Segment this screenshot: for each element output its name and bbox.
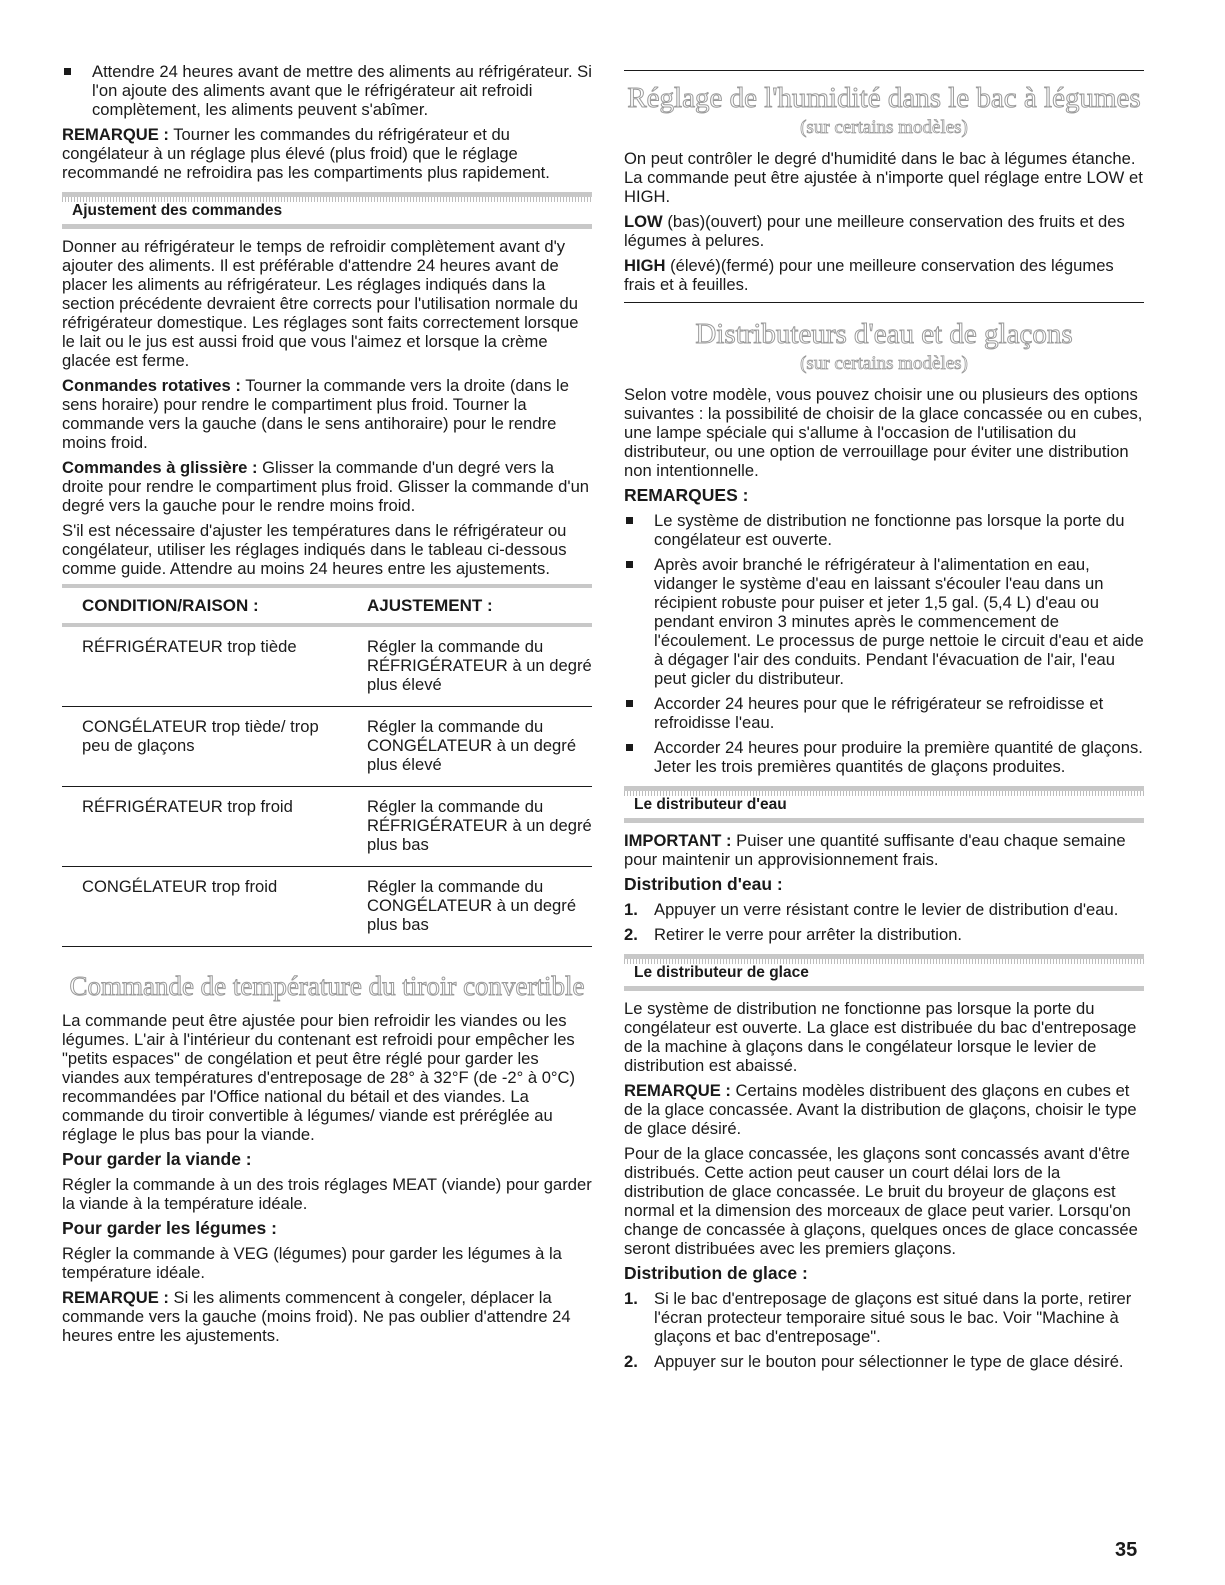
- remarque-2: REMARQUE : Si les aliments commencent à congeler, déplacer la commande vers la gauche (moins froid). Ne pas oublier d'attendre 24 heures entre les ajustements.: [62, 1288, 571, 1345]
- table-row: [62, 707, 592, 787]
- ajustement-heading: Ajustement des commandes: [62, 192, 592, 229]
- high-paragraph: HIGH (élevé)(fermé) pour une meilleure conservation des légumes frais et à feuilles.: [624, 256, 1114, 294]
- tiroir-section-heading: Commande de température du tiroir convertible: [69, 971, 585, 1001]
- intro-bullet: Attendre 24 heures avant de mettre des aliments au réfrigérateur. Si l'on ajoute des aliments avant que le réfrigérateur ait refroidi complètement, les aliments peuvent s'abîmer.: [62, 62, 592, 119]
- remarque-1: REMARQUE : Tourner les commandes du réfrigérateur et du congélateur à un réglage plus élevé (plus froid) que le réglage recommandé ne refroidira pas les compartiments plus rapidement.: [62, 125, 550, 182]
- table-header-condition: CONDITION/RAISON :: [62, 586, 347, 625]
- legumes-heading: Pour garder les légumes :: [62, 1218, 277, 1238]
- humidite-section-subheading: (sur certains modèles): [800, 117, 968, 138]
- viande-paragraph: Régler la commande à un des trois réglages MEAT (viande) pour garder la viande à la température idéale.: [62, 1175, 592, 1213]
- distrib-section-subheading: (sur certains modèles): [800, 353, 968, 374]
- table-cell-ajustement: Régler la commande du CONGÉLATEUR à un degré plus élevé: [347, 707, 592, 787]
- table-cell-ajustement: Régler la commande du CONGÉLATEUR à un degré plus bas: [347, 867, 592, 947]
- table-cell-condition: CONGÉLATEUR trop froid: [62, 867, 347, 947]
- table-header-ajustement: AJUSTEMENT :: [347, 586, 592, 625]
- ajustement-paragraph-1: Donner au réfrigérateur le temps de refroidir complètement avant d'y ajouter des aliments. Il est préférable d'attendre 24 heures avant de placer les aliments au réfrigérateur. Les réglages indiqués dans la section précédente devraient être corrects pour l'utilisation normale du réfrigérateur domestique. Les réglages sont faits correctement lorsque le lait ou le jus est aussi froid que vous l'aimez et lorsque la crème glacée est ferme.: [62, 237, 579, 370]
- glissiere-paragraph: Commandes à glissière : Glisser la commande d'un degré vers la droite pour rendre le compartiment plus froid. Glisser la commande d'un degré vers la gauche pour le rendre moins froid.: [62, 458, 590, 515]
- low-paragraph: LOW (bas)(ouvert) pour une meilleure conservation des fruits et des légumes à pelures.: [624, 212, 1125, 250]
- remarque-bullet: Après avoir branché le réfrigérateur à l'alimentation en eau, vidanger le système d'eau en laissant s'écouler l'eau dans un récipient robuste pour puiser et jeter 1,5 gal. (5,4 L) d'eau ou pendant environ 3 minutes après le commencement de l'écoulement. Le processus de purge nettoie le circuit d'eau et aide à dégager l'air des conduits. Pendant l'évacuation de l'air, l'eau peut gicler du distributeur.: [624, 555, 1144, 688]
- table-row: [62, 625, 592, 707]
- eau-heading: Le distributeur d'eau: [624, 786, 1144, 823]
- table-cell-condition: CONGÉLATEUR trop tiède/ trop peu de glaçons: [62, 707, 347, 787]
- distrib-paragraph: Selon votre modèle, vous pouvez choisir une ou plusieurs des options suivantes : la possibilité de choisir de la glace concassée ou en cubes, une lampe spéciale qui s'allume à l'occasion de l'utilisation du distributeur, ou une option de verrouillage pour éviter une distribution non intentionnelle.: [624, 385, 1143, 480]
- distribution-glace-heading: Distribution de glace :: [624, 1263, 808, 1283]
- viande-heading: Pour garder la viande :: [62, 1149, 252, 1169]
- rotatives-paragraph: Conmandes rotatives : Tourner la commande vers la droite (dans le sens horaire) pour rendre le compartiment plus froid. Tourner la commande vers la gauche (dans le sens antihoraire) pour le rendre moins froid.: [62, 376, 569, 452]
- humidite-paragraph: On peut contrôler le degré d'humidité dans le bac à légumes étanche. La commande peut être ajustée à n'importe quel réglage entre LOW et HIGH.: [624, 149, 1143, 206]
- table-cell-ajustement: Régler la commande du RÉFRIGÉRATEUR à un degré plus élevé: [347, 625, 592, 707]
- adjustment-table: [62, 584, 592, 947]
- remarque-bullet: Accorder 24 heures pour que le réfrigérateur se refroidisse et refroidisse l'eau.: [624, 694, 1144, 732]
- important-paragraph: IMPORTANT : Puiser une quantité suffisante d'eau chaque semaine pour maintenir un approvisionnement frais.: [624, 831, 1126, 869]
- remarque-3: REMARQUE : Certains modèles distribuent des glaçons en cubes et de la glace concassée. Avant la distribution de glaçons, choisir le type de glace désiré.: [624, 1081, 1137, 1138]
- glace-paragraph-1: Le système de distribution ne fonctionne pas lorsque la porte du congélateur est ouverte. La glace est distribuée du bac d'entreposage de la machine à glaçons dans le congélateur lorsque le levier de distribution est abaissé.: [624, 999, 1137, 1075]
- section-rule: [624, 302, 1144, 303]
- remarque-bullet: Accorder 24 heures pour produire la première quantité de glaçons. Jeter les trois premières quantités de glaçons produites.: [624, 738, 1144, 776]
- glace-step: 1. Si le bac d'entreposage de glaçons est situé dans la porte, retirer l'écran protecteur temporaire situé sous le bac. Voir "Machine à glaçons et bac d'entreposage".: [624, 1289, 1132, 1346]
- legumes-paragraph: Régler la commande à VEG (légumes) pour garder les légumes à la température idéale.: [62, 1244, 562, 1282]
- table-cell-condition: RÉFRIGÉRATEUR trop tiède: [62, 625, 347, 707]
- glace-step: 2. Appuyer sur le bouton pour sélectionner le type de glace désiré.: [624, 1352, 1124, 1371]
- section-rule: [624, 70, 1144, 71]
- distrib-section-heading: Distributeurs d'eau et de glaçons: [695, 318, 1073, 350]
- tiroir-paragraph: La commande peut être ajustée pour bien refroidir les viandes ou les légumes. L'air à l'intérieur du contenant est refroidi pour empêcher les "petits espaces" de congélation et peut être réglé pour garder les viandes aux températures d'entreposage de 28° à 32°F (de -2° à 0°C) recommandées par l'Office national du bétail et des viandes. La commande du tiroir convertible à légumes/ viande est préréglée au réglage le plus bas pour la viande.: [62, 1011, 576, 1144]
- glace-heading: Le distributeur de glace: [624, 954, 1144, 991]
- distribution-eau-heading: Distribution d'eau :: [624, 874, 783, 894]
- remarque-bullet: Le système de distribution ne fonctionne pas lorsque la porte du congélateur est ouverte.: [624, 511, 1144, 549]
- page-number: 35: [1115, 1539, 1138, 1561]
- ajustement-paragraph-2: S'il est nécessaire d'ajuster les températures dans le réfrigérateur ou congélateur, utiliser les réglages indiqués dans le tableau ci-dessous comme guide. Attendre au moins 24 heures entre les ajustements.: [62, 521, 567, 578]
- eau-step: 2. Retirer le verre pour arrêter la distribution.: [624, 925, 963, 944]
- right-column: [624, 62, 1144, 1377]
- table-cell-condition: RÉFRIGÉRATEUR trop froid: [62, 787, 347, 867]
- glace-paragraph-2: Pour de la glace concassée, les glaçons sont concassés avant d'être distribués. Cette action peut causer un court délai lors de la distribution de glace concassée. Le bruit du broyeur de glaçons est normal et la dimension des morceaux de glace peut varier. Lorsqu'on change de concassée à glaçons, quelques onces de glace concassée seront distribuées avec les premiers glaçons.: [624, 1144, 1138, 1258]
- eau-step: 1. Appuyer un verre résistant contre le levier de distribution d'eau.: [624, 900, 1119, 919]
- left-column: [62, 62, 592, 1351]
- table-header-row: [62, 586, 592, 625]
- table-row: [62, 787, 592, 867]
- remarques-heading: REMARQUES :: [624, 485, 749, 505]
- table-cell-ajustement: Régler la commande du RÉFRIGÉRATEUR à un degré plus bas: [347, 787, 592, 867]
- table-row: [62, 867, 592, 947]
- humidite-section-heading: Réglage de l'humidité dans le bac à légumes: [627, 82, 1141, 114]
